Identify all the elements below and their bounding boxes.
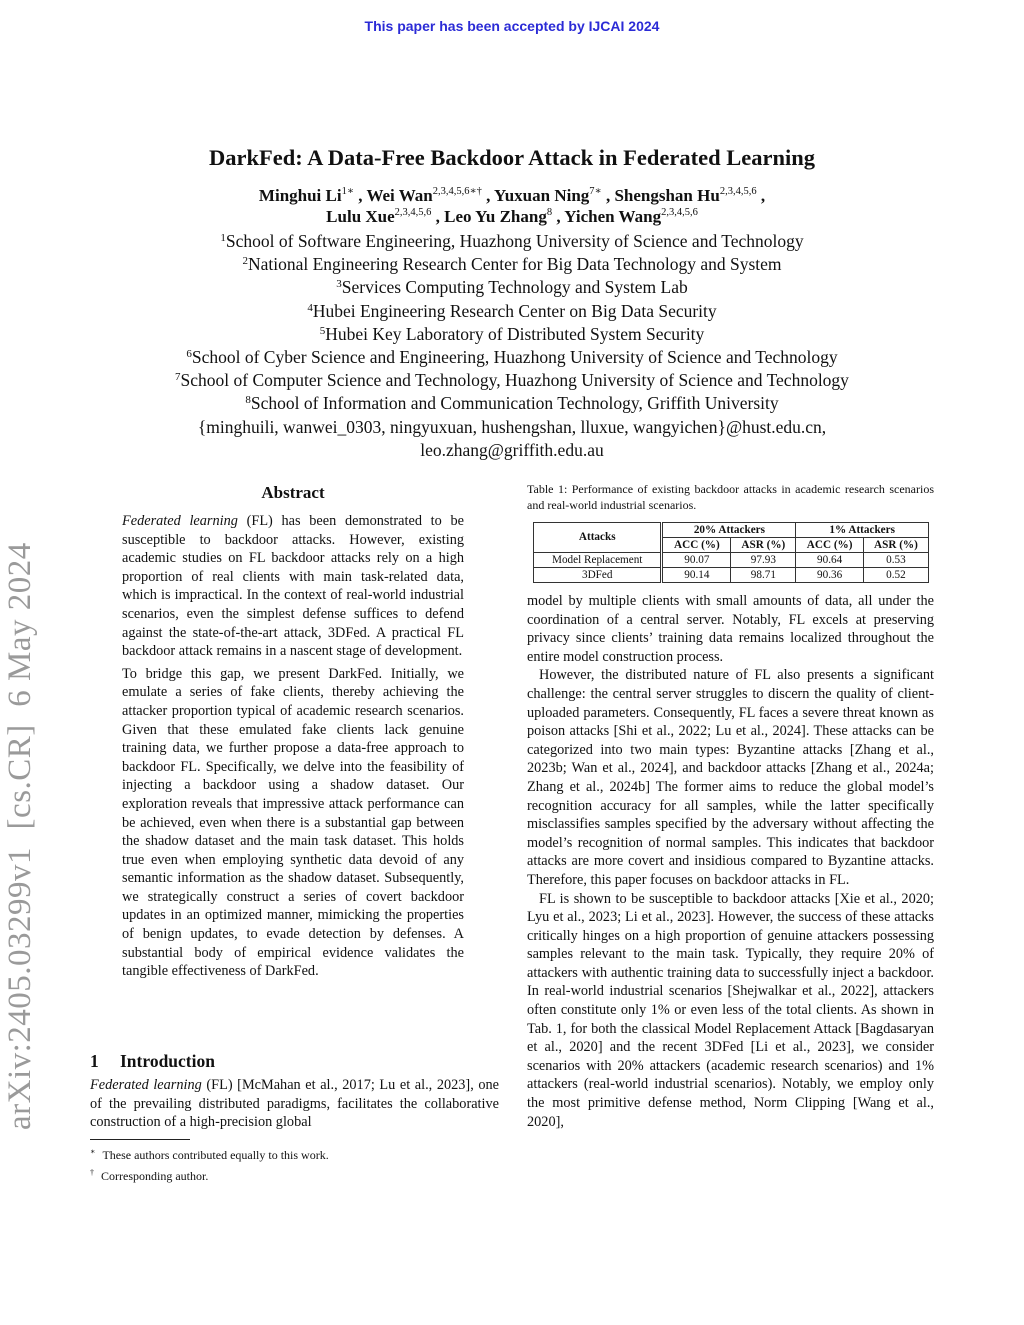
affiliation: $^2$National Engineering Research Center for Big Data Technology and System — [242, 254, 782, 275]
author-name: Yuxuan Ning — [494, 186, 590, 205]
table-header: ASR (%) — [863, 538, 928, 553]
author-name: Leo Yu Zhang — [444, 207, 547, 226]
paper-title: DarkFed: A Data-Free Backdoor Attack in Federated Learning — [209, 145, 815, 170]
table-cell: 98.71 — [731, 568, 796, 583]
affiliation: $^6$School of Cyber Science and Engineering, Huazhong University of Science and Technology — [186, 347, 838, 368]
author-line-1: Minghui $Li^{1∗}$ , Wei Wan$^{2,3,4,5,6∗\dagger}$ , Yuxuan Ning$^{7∗}$ , Shengshan Hu$^{2,3,4,5,6}$ , — [258, 186, 766, 205]
affiliation: $^5$Hubei Key Laboratory of Distributed System Security — [319, 323, 705, 344]
author-line-2: Lulu Xue$^{2,3,4,5,6}$ , Leo Yu Zhang$^8$ , Yichen Wang$^{2,3,4,5,6}$ — [326, 207, 698, 226]
affiliations — [0, 230, 1024, 462]
table-cell: 90.14 — [662, 568, 731, 583]
table-row — [534, 568, 929, 583]
table-caption: Table 1: Performance of existing backdoor attacks in academic research scenarios and real-world industrial scenarios. — [527, 482, 934, 512]
abstract-body — [122, 512, 464, 981]
author-sup: 2,3,4,5,6 — [394, 207, 432, 218]
table-cell: Model Replacement — [534, 553, 662, 568]
results-table — [533, 522, 929, 583]
author-name: Yichen Wang — [564, 207, 662, 226]
intro-body — [90, 1076, 499, 1132]
affiliation: $^1$School of Software Engineering, Huazhong University of Science and Technology — [220, 231, 804, 251]
author-sup: 2,3,4,5,6∗† — [432, 186, 482, 197]
author-name: Minghui Li — [258, 186, 342, 205]
table-cell: 0.52 — [863, 568, 928, 583]
affiliation: $^8$School of Information and Communication Technology, Griffith University — [245, 393, 779, 414]
table-cell: 0.53 — [863, 553, 928, 568]
table-header: ACC (%) — [662, 538, 731, 553]
table-cell: 90.07 — [662, 553, 731, 568]
footnote: † Corresponding author. — [90, 1168, 209, 1183]
table-header: Attacks — [534, 523, 662, 553]
right-column-body — [527, 592, 934, 1131]
abstract-paragraph: To bridge this gap, we present DarkFed. Initially, we emulate a series of fake clients, thereby achieving the attacker proportion typical of academic research scenarios. Given that these emulated fake clients lack genuine training data, we further propose a data-free approach to backdoor FL. Specifically, we delve into the feasibility of injecting a backdoor using a shadow dataset. Our exploration reveals that impressive attack performance can be achieved, even when there is a substantial gap between the shadow dataset and the main task dataset. This holds true even when employing synthetic data devoid of any semantic information as the shadow dataset. Subsequently, we strategically construct a series of covert backdoor updates in an optimized manner, mimicking the properties of benign updates, to evade detection by defenses. A substantial body of empirical evidence validates the tangible effectiveness of DarkFed. — [122, 665, 464, 980]
author-sup: 7∗ — [589, 186, 602, 197]
body-paragraph: model by multiple clients with small amounts of data, all under the coordination of a central server. Notably, FL excels at preserving privacy since clients’ training data remains localized throughout the entire model construction process. — [527, 593, 934, 665]
intro-paragraph: Federated learning (FL) [McMahan et al., 2017; Lu et al., 2023], one of the prevailing distributed paradigms, facilitates the collaborative construction of a high-precision global — [90, 1077, 499, 1131]
table-group-header: 20% Attackers — [662, 523, 796, 538]
table-cell: 3DFed — [534, 568, 662, 583]
author-name: Shengshan Hu — [614, 186, 720, 205]
table-group-header: 1% Attackers — [796, 523, 929, 538]
affiliation: $^4$Hubei Engineering Research Center on Big Data Security — [307, 300, 717, 321]
body-paragraph: FL is shown to be susceptible to backdoor attacks [Xie et al., 2020; Lyu et al., 2023; Li et al., 2023]. However, the success of these attacks critically hinges on a high proportion of genuine attackers possessing samples relevant to the main task. Typically, they require 20% of attackers with authentic training data to successfully inject a backdoor. In real-world industrial scenarios [Shejwalkar et al., 2022], attackers often constitute only 1% or even less of the total clients. As shown in Tab. 1, for both the classical Model Replacement Attack [Bagdasaryan et al., 2020] and the recent 3DFed [Li et al., 2023], we consider scenarios with 20% attackers (academic research scenarios) and 1% attackers (real-world industrial scenarios). Notably, we employ only the most primitive defense method, Norm Clipping [Wang et al., 2020], — [527, 890, 934, 1130]
table-header-row — [534, 523, 929, 538]
table-row — [534, 553, 929, 568]
footnotes — [90, 1143, 500, 1185]
affiliation: $^7$School of Computer Science and Technology, Huazhong University of Science and Technology — [175, 370, 849, 391]
footnote: ∗ These authors contributed equally to this work. — [90, 1147, 329, 1162]
table-header: ASR (%) — [731, 538, 796, 553]
footnote-rule — [90, 1139, 190, 1140]
table-cell: 97.93 — [731, 553, 796, 568]
table-cell: 90.64 — [796, 553, 864, 568]
email-line[interactable]: leo.zhang@griffith.edu.au — [420, 439, 604, 460]
affiliation: $^3$Services Computing Technology and System Lab — [336, 277, 688, 298]
section-heading: 1 Introduction — [90, 1051, 215, 1071]
acceptance-banner: This paper has been accepted by IJCAI 2024 — [364, 18, 660, 34]
author-sup: 2,3,4,5,6 — [661, 207, 698, 218]
abstract-heading: Abstract — [261, 483, 325, 502]
author-name: Wei Wan — [366, 186, 433, 205]
author-sup: 2,3,4,5,6 — [719, 186, 757, 197]
body-paragraph: However, the distributed nature of FL also presents a significant challenge: the central server struggles to discern the quality of client-uploaded parameters. Consequently, FL faces a severe threat known as poison attacks [Shi et al., 2022; Lu et al., 2024]. These attacks can be categorized into two main types: Byzantine attacks [Zhang et al., 2023b; Wan et al., 2024], and backdoor attacks [Zhang et al., 2024a; Zhang et al., 2024b] The former aims to reduce the global model’s recognition accuracy for all samples, while the latter specifically misclassifies samples specified by the adversary without affecting the model’s recognition of normal samples. This indicates that backdoor attacks are more covert and insidious compared to Byzantine attacks. Therefore, this paper focuses on backdoor attacks in FL. — [527, 667, 934, 888]
table-cell: 90.36 — [796, 568, 864, 583]
email-line[interactable]: {minghuili, wanwei_0303, ningyuxuan, hushengshan, lluxue, wangyichen}@hust.edu.cn, — [197, 416, 827, 437]
author-sup: 8 — [546, 207, 553, 218]
abstract-paragraph: Federated learning (FL) has been demonstrated to be susceptible to backdoor attacks. However, existing academic studies on FL backdoor attacks rely on a high proportion of real clients with main task-related data, which is impractical. In the context of real-world industrial scenarios, even the simplest defense suffices to defend against the state-of-the-art attack, 3DFed. A practical FL backdoor attack remains in a nascent stage of development. — [122, 513, 464, 660]
author-name: Lulu Xue — [326, 207, 395, 226]
arxiv-identifier: arXiv:2405.03299v1 [cs.CR] 6 May 2024 — [2, 542, 38, 1130]
table-header: ACC (%) — [796, 538, 864, 553]
author-sup: 1∗ — [341, 186, 354, 197]
